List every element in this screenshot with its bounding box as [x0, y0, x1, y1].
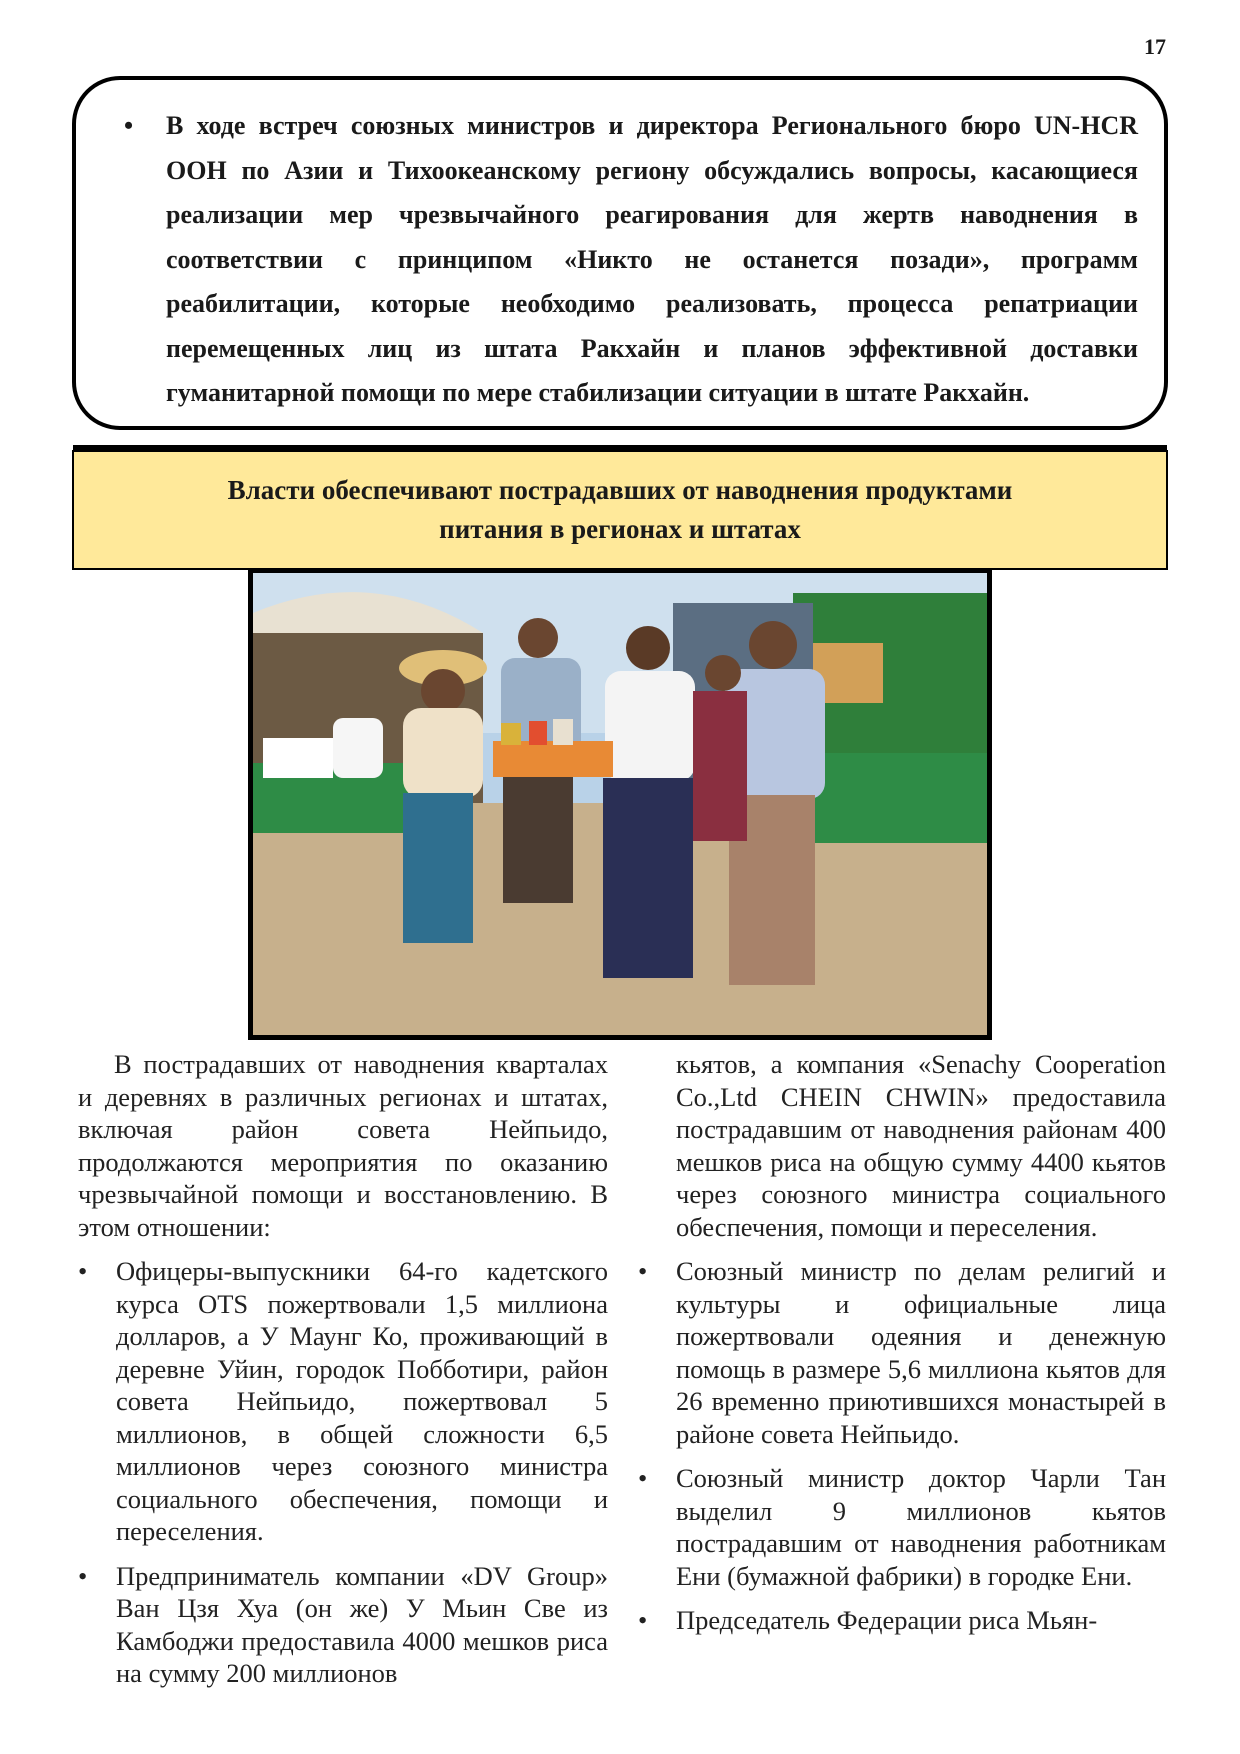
- continuation-paragraph: кьятов, а компания «Senachy Cooperation Co.,Ltd CHEIN CHWIN» предоставила пострадавшим от наводнения районам 400 мешков риса на общую сумму 4400 кьятов через союзного министра социального обеспечения, помощи и переселения.: [676, 1049, 1166, 1242]
- page-number: 17: [1144, 34, 1166, 59]
- left-bullet-list: [78, 1255, 608, 1690]
- article-photo: [248, 568, 992, 1040]
- article-headline: Власти обеспечивают пострадавших от наводнения продуктами питания в регионах и штатах: [72, 450, 1168, 570]
- article-intro: В пострадавших от наводнения кварталах и деревнях в различных регионах и штатах, включая район совета Нейпьидо, продолжаются мероприятия по оказанию чрезвычайной помощи и восстановлению. В этом отношении:: [78, 1049, 608, 1242]
- article-column-left: [78, 1048, 608, 1690]
- list-item: • Председатель Федерации риса Мьян-: [676, 1604, 1166, 1637]
- photo-illustration: [253, 573, 987, 1035]
- callout-text: • В ходе встреч союзных министров и директора Регионального бюро UN-HCR ООН по Азии и Тихоокеанскому региону обсуждались вопросы, касающиеся реализации мер чрезвычайного реагирования для жертв наводнения в соответствии с принципом «Никто не останется позади», программ реабилитации, которые необходимо реализовать, процесса репатриации перемещенных лиц из штата Ракхайн и планов эффективной доставки гуманитарной помощи по мере стабилизации ситуации в штате Ракхайн.: [118, 104, 1138, 416]
- list-item: • Союзный министр доктор Чарли Тан выделил 9 миллионов кьятов пострадавшим от наводнения работникам Ени (бумажной фабрики) в городке Ени.: [676, 1462, 1166, 1592]
- callout-box: [72, 76, 1168, 430]
- list-item: • Офицеры-выпускники 64-го кадетского курса OTS пожертвовали 1,5 миллиона долларов, а У Маунг Ко, проживающий в деревне Уйин, городок Побботири, район совета Нейпьидо, пожертвовал 5 миллионов, в общей сложности 6,5 миллионов через союзного министра социального обеспечения, помощи и переселения.: [78, 1255, 608, 1548]
- list-item: • Союзный министр по делам религий и культуры и официальные лица пожертвовали одеяния и денежную помощь в размере 5,6 миллиона кьятов для 26 временно приютившихся монастырей в районе совета Нейпьидо.: [676, 1255, 1166, 1450]
- right-bullet-list: [676, 1255, 1166, 1637]
- article-column-right: [676, 1048, 1166, 1637]
- callout-list: [118, 104, 1138, 416]
- list-item: • Предприниматель компании «DV Group» Ван Цзя Хуа (он же) У Мьин Све из Камбоджи предоставила 4000 мешков риса на сумму 200 миллионов: [78, 1560, 608, 1690]
